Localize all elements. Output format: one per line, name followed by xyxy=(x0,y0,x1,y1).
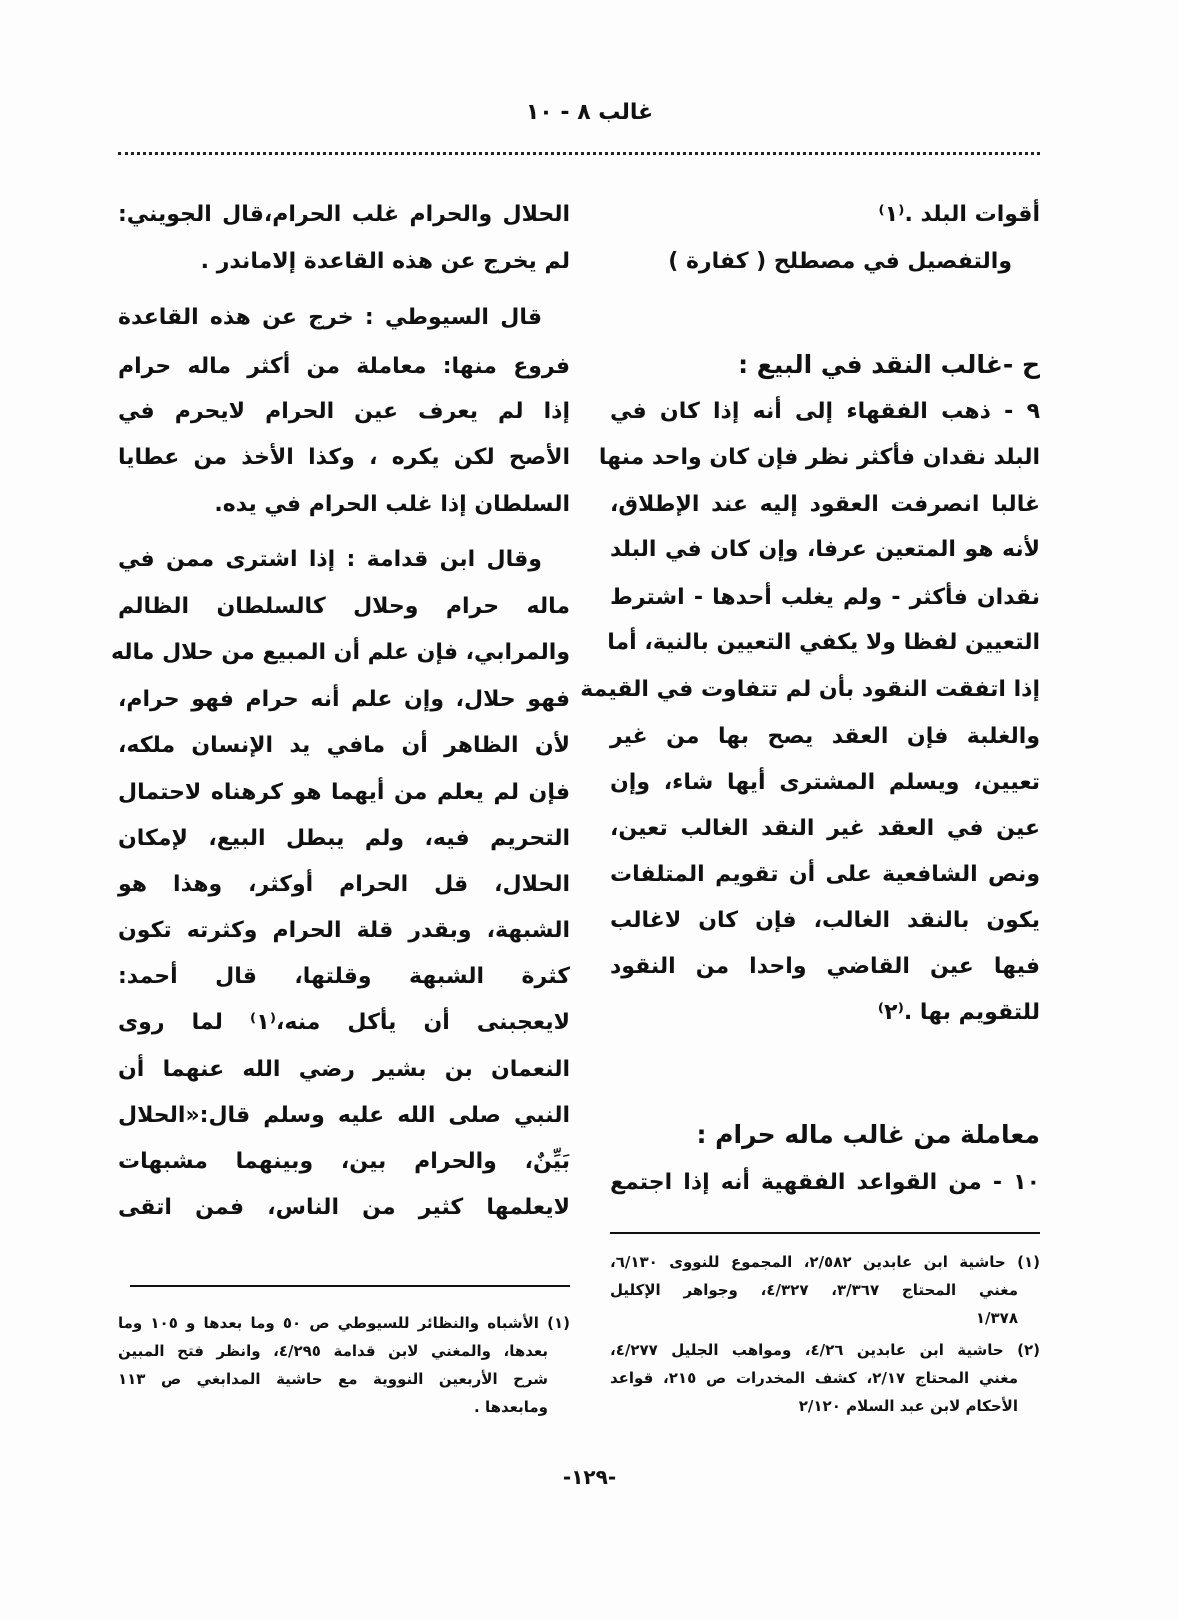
footnote-line: (١) الأشباه والنظائر للسيوطي ص ٥٠ وما بعدها و ١٠٥ وما xyxy=(118,1314,570,1332)
text-line: عين في العقد غير النقد الغالب تعين، xyxy=(610,816,1040,841)
text-line: النبي صلى الله عليه وسلم قال:«الحلال xyxy=(118,1103,570,1128)
text-line: الحلال، قل الحرام أوكثر، وهذا هو xyxy=(118,872,570,897)
text-line: ١٠ - من القواعد الفقهية أنه إذا اجتمع xyxy=(610,1170,1040,1195)
text-line: إذا لم يعرف عين الحرام لايحرم في xyxy=(118,399,570,424)
header-dotted-divider xyxy=(118,152,1040,155)
text-line: فيها عين القاضي واحدا من النقود xyxy=(610,954,1040,979)
text-line: وقال ابن قدامة : إذا اشترى ممن في xyxy=(118,547,542,572)
text-line: الشبهة، وبقدر قلة الحرام وكثرته تكون xyxy=(118,918,570,943)
footnote-line: (٢) حاشية ابن عابدين ٤/٢٦، ومواهب الجليل ٤/٢٧٧، xyxy=(610,1341,1040,1359)
text-line: للتقويم بها .⁽٢⁾ xyxy=(877,1000,1040,1025)
footnote-line: مغني المحتاج ٢/١٧، كشف المخدرات ص ٢١٥، قواعد xyxy=(610,1369,1018,1387)
footnote-divider xyxy=(610,1232,1040,1234)
text-line: لم يخرج عن هذه القاعدة إلاماندر . xyxy=(200,249,570,274)
text-line: قال السيوطي : خرج عن هذه القاعدة xyxy=(118,305,542,330)
text-line: الأصح لكن يكره ، وكذا الأخذ من عطايا xyxy=(118,445,570,470)
text-line: والغلبة فإن العقد يصح بها من غير xyxy=(610,724,1040,749)
footnote-line: شرح الأربعين النووية مع حاشية المدابغي ص ١١٣ xyxy=(118,1370,548,1388)
text-line: فهو حلال، وإن علم أنه حرام فهو حرام، xyxy=(118,687,570,712)
text-line: لايعجبنى أن يأكل منه،⁽١⁾ لما روى xyxy=(118,1010,570,1035)
text-line: فإن لم يعلم من أيهما هو كرهناه لاحتمال xyxy=(118,780,570,805)
text-line: النعمان بن بشير رضي الله عنهما أن xyxy=(118,1057,570,1082)
text-line: نقدان فأكثر - ولم يغلب أحدها - اشترط xyxy=(610,585,1040,610)
text-line: السلطان إذا غلب الحرام في يده. xyxy=(214,492,570,517)
text-line: غالبا انصرفت العقود إليه عند الإطلاق، xyxy=(610,492,1040,517)
text-line: والمرابي، فإن علم أن المبيع من حلال ماله xyxy=(110,640,570,665)
footnote-line: ومابعدها . xyxy=(474,1398,548,1416)
footnote-line: ١/٣٧٨ xyxy=(975,1309,1018,1327)
text-line: الحلال والحرام غلب الحرام،قال الجويني: xyxy=(118,202,570,227)
text-line: أقوات البلد .⁽١⁾ xyxy=(878,202,1040,227)
text-line: كثرة الشبهة وقلتها، قال أحمد: xyxy=(118,964,570,989)
text-line: لايعلمها كثير من الناس، فمن اتقى xyxy=(118,1195,570,1220)
text-line: لأنه هو المتعين عرفا، وإن كان في البلد xyxy=(610,537,1040,562)
text-line: بَيِّنٌ، والحرام بين، وبينهما مشبهات xyxy=(118,1149,570,1174)
text-line: التحريم فيه، ولم يبطل البيع، لإمكان xyxy=(118,826,570,851)
running-header: غالب ٨ - ١٠ xyxy=(525,100,654,125)
section-heading: معاملة من غالب ماله حرام : xyxy=(696,1120,1040,1149)
text-line: يكون بالنقد الغالب، فإن كان لاغالب xyxy=(610,908,1040,933)
text-line: فروع منها: معاملة من أكثر ماله حرام xyxy=(118,354,570,379)
footnote-line: الأحكام لابن عبد السلام ٢/١٢٠ xyxy=(798,1397,1018,1415)
section-heading: ح -غالب النقد في البيع : xyxy=(738,350,1040,379)
text-line: إذا اتفقت النقود بأن لم تتفاوت في القيمة xyxy=(580,677,1040,702)
text-line: تعيين، ويسلم المشترى أيها شاء، وإن xyxy=(610,770,1040,795)
footnote-line: مغني المحتاج ٣/٣٦٧، ٤/٣٢٧، وجواهر الإكليل xyxy=(610,1281,1018,1299)
text-line: التعيين لفظا ولا يكفي التعيين بالنية، أما xyxy=(607,630,1040,655)
text-line: ٩ - ذهب الفقهاء إلى أنه إذا كان في xyxy=(610,399,1040,424)
footnote-line: (١) حاشية ابن عابدين ٢/٥٨٢، المجموع للنووى ٦/١٣٠، xyxy=(610,1253,1040,1271)
text-line: لأن الظاهر أن مافي يد الإنسان ملكه، xyxy=(118,733,570,758)
text-line: ماله حرام وحلال كالسلطان الظالم xyxy=(118,594,570,619)
text-line: البلد نقدان فأكثر نظر فإن كان واحد منها xyxy=(598,445,1040,470)
footnote-divider xyxy=(130,1285,570,1287)
page-number: -١٢٩- xyxy=(562,1465,617,1489)
footnote-line: بعدها، والمغني لابن قدامة ٤/٢٩٥، وانظر فتح المبين xyxy=(118,1342,548,1360)
text-line: والتفصيل في مصطلح ( كفارة ) xyxy=(668,249,1012,274)
text-line: ونص الشافعية على أن تقويم المتلفات xyxy=(610,862,1040,887)
